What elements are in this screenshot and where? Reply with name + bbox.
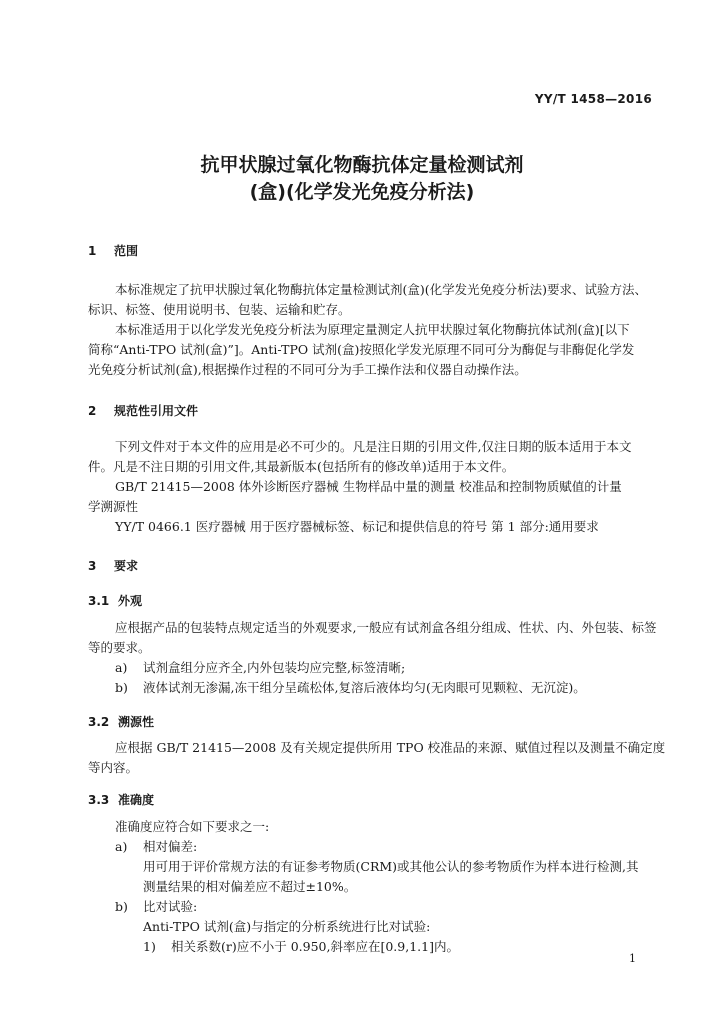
paragraph: 件。凡是不注日期的引用文件,其最新版本(包括所有的修改单)适用于本文件。 <box>88 459 515 474</box>
list-label: a) <box>115 839 128 854</box>
paragraph: 下列文件对于本文件的应用是必不可少的。凡是注日期的引用文件,仅注日期的版本适用于本文 <box>115 439 632 454</box>
paragraph: 应根据产品的包装特点规定适当的外观要求,一般应有试剂盒各组分组成、性状、内、外包装、标签 <box>115 620 657 635</box>
list-text: 液体试剂无渗漏,冻干组分呈疏松体,复溶后液体均匀(无肉眼可见颗粒、无沉淀)。 <box>143 680 586 695</box>
list-body: 用可用于评价常规方法的有证参考物质(CRM)或其他公认的参考物质作为样本进行检测,其 <box>143 859 639 874</box>
paragraph: 应根据 GB/T 21415—2008 及有关规定提供所用 TPO 校准品的来源、赋值过程以及测量不确定度 <box>115 740 666 755</box>
subsection-number: 3.1 <box>88 594 110 608</box>
subsection-number: 3.2 <box>88 715 110 729</box>
page-number: 1 <box>629 952 636 965</box>
reference-item: 学溯源性 <box>88 499 139 514</box>
list-text: 相对偏差: <box>143 839 198 854</box>
list-item <box>115 837 197 855</box>
subsection-3-1-heading <box>88 592 142 609</box>
section-1-heading <box>88 242 138 259</box>
paragraph: 简称“Anti-TPO 试剂(盒)”]。Anti-TPO 试剂(盒)按照化学发光原理不同可分为酶促与非酶促化学发 <box>88 342 635 357</box>
list-text: 试剂盒组分应齐全,内外包装均应完整,标签清晰; <box>143 660 406 675</box>
paragraph: 等内容。 <box>88 760 139 775</box>
paragraph: 本标准规定了抗甲状腺过氧化物酶抗体定量检测试剂(盒)(化学发光免疫分析法)要求、试验方法、 <box>115 282 648 297</box>
subsection-3-2-heading <box>88 713 154 730</box>
section-number: 1 <box>88 244 97 258</box>
subsection-title: 外观 <box>118 594 143 608</box>
paragraph: 准确度应符合如下要求之一: <box>115 819 270 834</box>
list-text: 相关系数(r)应不小于 0.950,斜率应在[0.9,1.1]内。 <box>171 939 459 954</box>
list-item <box>115 897 197 915</box>
standard-code: YY/T 1458—2016 <box>534 92 652 106</box>
subsection-title: 准确度 <box>118 793 155 807</box>
list-label: b) <box>115 680 128 695</box>
section-3-heading <box>88 557 138 574</box>
subsection-3-3-heading <box>88 791 154 808</box>
paragraph: 光免疫分析试剂(盒),根据操作过程的不同可分为手工操作法和仪器自动操作法。 <box>88 362 527 377</box>
section-title: 要求 <box>114 559 139 573</box>
section-2-heading <box>88 402 198 419</box>
paragraph: 等的要求。 <box>88 640 151 655</box>
reference-item: GB/T 21415—2008 体外诊断医疗器械 生物样品中量的测量 校准品和控制物质赋值的计量 <box>115 479 622 494</box>
list-item <box>143 937 459 955</box>
reference-item: YY/T 0466.1 医疗器械 用于医疗器械标签、标记和提供信息的符号 第 1 部分:通用要求 <box>115 519 599 534</box>
list-body: Anti-TPO 试剂(盒)与指定的分析系统进行比对试验: <box>143 919 431 934</box>
list-label: a) <box>115 660 128 675</box>
list-label: 1) <box>143 939 156 954</box>
paragraph: 本标准适用于以化学发光免疫分析法为原理定量测定人抗甲状腺过氧化物酶抗体试剂(盒)[以下 <box>115 322 630 337</box>
section-title: 范围 <box>114 244 139 258</box>
list-body: 测量结果的相对偏差应不超过±10%。 <box>143 879 357 894</box>
list-text: 比对试验: <box>143 899 198 914</box>
section-title: 规范性引用文件 <box>114 404 199 418</box>
list-item <box>115 678 586 696</box>
list-item <box>115 658 405 676</box>
document-title-line2: (盒)(化学发光免疫分析法) <box>249 181 475 203</box>
list-label: b) <box>115 899 128 914</box>
subsection-title: 溯源性 <box>118 715 155 729</box>
paragraph: 标识、标签、使用说明书、包装、运输和贮存。 <box>88 302 351 317</box>
section-number: 2 <box>88 404 97 418</box>
document-title-line1: 抗甲状腺过氧化物酶抗体定量检测试剂 <box>200 154 524 176</box>
section-number: 3 <box>88 559 97 573</box>
subsection-number: 3.3 <box>88 793 110 807</box>
